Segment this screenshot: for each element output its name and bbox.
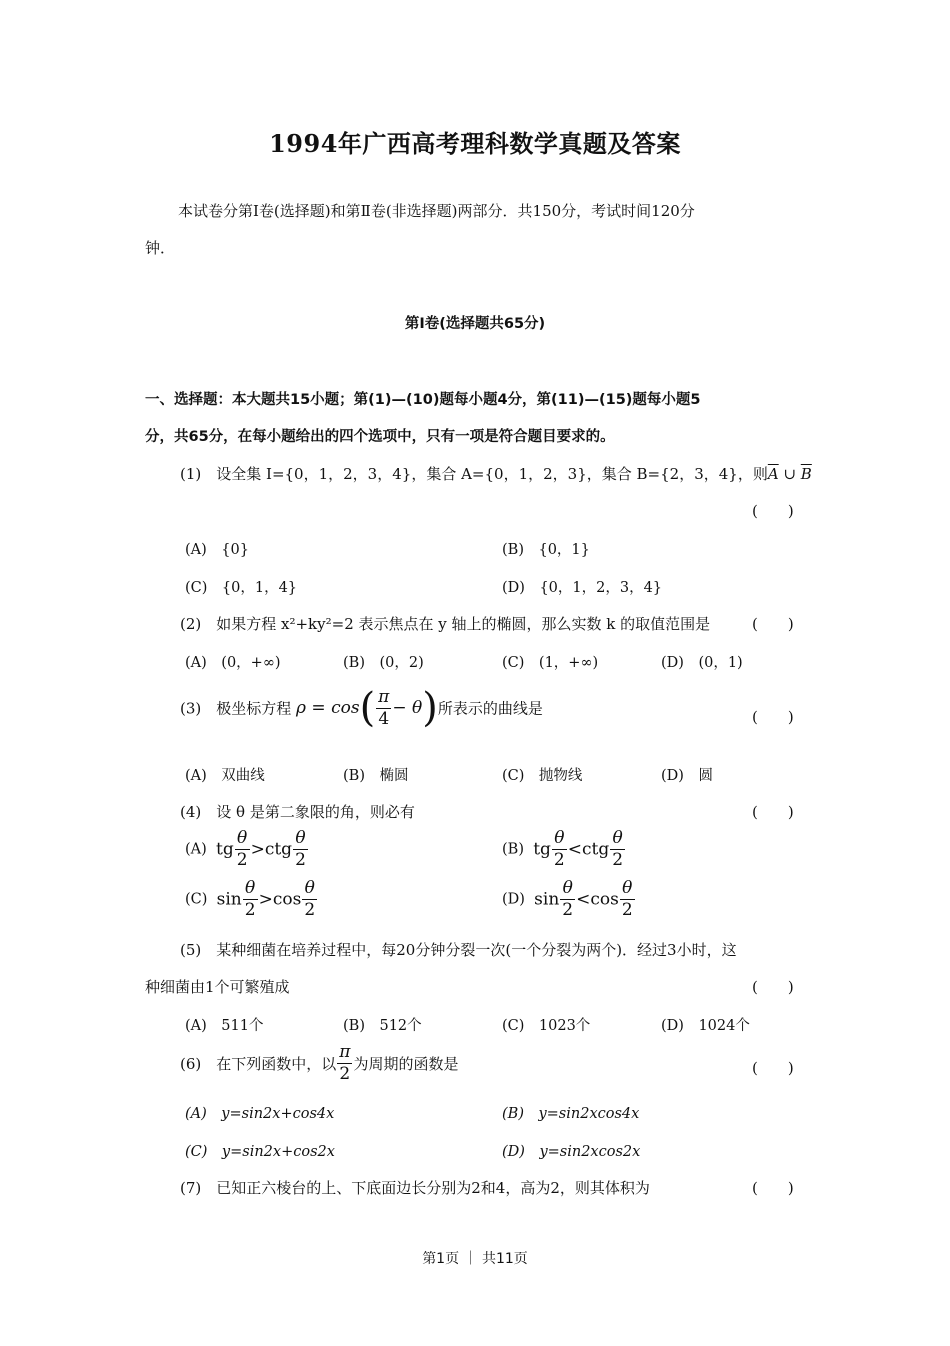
theta-numerator: θ [235, 830, 250, 850]
answer-paren-q7: ( ) [752, 1179, 794, 1197]
answer-paren-q3: ( ) [752, 708, 794, 726]
q3-option-a: (A) 双曲线 [185, 768, 265, 784]
question-5-stem-line1: (5) 某种细菌在培养过程中，每20分钟分裂一次(一个分裂为两个)．经过3小时，这 [180, 941, 737, 959]
theta-numerator: θ [293, 830, 308, 850]
section-title: 第Ⅰ卷(选择题共65分) [404, 316, 546, 332]
two-denominator: 2 [562, 900, 574, 920]
answer-paren-q5: ( ) [752, 978, 794, 996]
q6-option-a: (A) y=sin2x+cos4x [185, 1106, 335, 1122]
answer-paren-q2: ( ) [752, 615, 794, 633]
answer-paren-q4: ( ) [752, 803, 794, 821]
two-denominator: 2 [621, 900, 633, 920]
q4-d-frac1 [560, 880, 575, 919]
q4-option-d [502, 880, 636, 919]
q1-option-c: (C) {0，1，4} [185, 580, 298, 596]
q5-option-a: (A) 511个 [185, 1018, 264, 1034]
q6-tail: 为周期的函数是 [353, 1055, 459, 1073]
q4-c-label: (C) [185, 891, 208, 908]
q4-option-c [185, 880, 318, 919]
q4-option-a [185, 830, 309, 869]
theta-numerator: θ [610, 830, 625, 850]
two-denominator: 2 [244, 900, 256, 920]
q3-frac-denominator: 4 [378, 708, 390, 729]
q4-d-func2: cos [590, 889, 619, 910]
q2-option-b: (B) (0，2) [343, 655, 424, 671]
set-b-complement: $\overline{B}$ [800, 465, 812, 483]
q4-b-func1: tg [533, 839, 551, 860]
theta-numerator: θ [560, 880, 575, 900]
theta-numerator: θ [552, 830, 567, 850]
q1-option-a: (A) {0} [185, 542, 249, 558]
q4-b-func2: ctg [582, 839, 610, 860]
two-denominator: 2 [304, 900, 316, 920]
q4-b-label: (B) [502, 841, 524, 858]
q6-option-c: (C) y=sin2x+cos2x [185, 1144, 335, 1160]
q4-c-func1: sin [216, 889, 242, 910]
two-denominator: 2 [553, 850, 565, 870]
q3-option-c: (C) 抛物线 [502, 768, 583, 784]
q4-d-func1: sin [534, 889, 560, 910]
q6-option-b: (B) y=sin2xcos4x [502, 1106, 640, 1122]
q2-option-c: (C) (1，+∞) [502, 655, 599, 671]
q5-option-c: (C) 1023个 [502, 1018, 591, 1034]
q3-label: (3) 极坐标方程 [180, 699, 292, 718]
q4-a-op: > [250, 839, 265, 860]
q5-option-b: (B) 512个 [343, 1018, 422, 1034]
q4-c-frac2 [302, 880, 317, 919]
intro-text-line2: 钟． [145, 239, 176, 257]
q4-d-label: (D) [502, 891, 525, 908]
set-a-complement: $\overline{A}$ [767, 465, 779, 483]
q3-fraction [376, 686, 391, 729]
q1-option-d: (D) {0，1，2，3，4} [502, 580, 663, 596]
two-denominator: 2 [612, 850, 624, 870]
question-4-stem: (4) 设 θ 是第二象限的角，则必有 [180, 803, 415, 821]
q3-rho-cos: ρ = cos [296, 698, 360, 718]
part-heading-line1: 一、选择题：本大题共15小题；第(1)—(10)题每小题4分，第(11)—(15)题每小题5 [145, 392, 701, 408]
q4-c-op: > [258, 889, 273, 910]
q2-option-d: (D) (0，1) [661, 655, 743, 671]
two-denominator: 2 [236, 850, 248, 870]
q3-tail: 所表示的曲线是 [437, 699, 543, 718]
q3-option-b: (B) 椭圆 [343, 768, 409, 784]
answer-paren-q6: ( ) [752, 1059, 794, 1077]
q1-option-b: (B) {0，1} [502, 542, 590, 558]
question-3-stem [180, 685, 543, 731]
q4-d-frac2 [620, 880, 635, 919]
q4-c-frac1 [243, 880, 258, 919]
q4-a-func2: ctg [264, 839, 293, 860]
q3-option-d: (D) 圆 [661, 768, 713, 784]
q4-c-func2: cos [272, 889, 302, 910]
document-title: 1994年广西高考理科数学真题及答案 [269, 129, 681, 158]
q4-b-frac1 [552, 830, 567, 869]
question-7-stem: (7) 已知正六棱台的上、下底面边长分别为2和4，高为2，则其体积为 [180, 1179, 650, 1197]
q4-b-op: < [567, 839, 582, 860]
left-paren: ( [359, 685, 376, 731]
question-5-stem-line2: 种细菌由1个可繁殖成 [145, 978, 290, 996]
q4-option-b [502, 830, 626, 869]
q3-frac-numerator: π [378, 686, 390, 707]
q5-option-d: (D) 1024个 [661, 1018, 750, 1034]
q4-b-frac2 [610, 830, 625, 869]
question-6-stem [180, 1044, 458, 1083]
q6-frac-numerator: π [339, 1042, 351, 1062]
intro-text-line1: 本试卷分第Ⅰ卷(选择题)和第Ⅱ卷(非选择题)两部分．共150分，考试时间120分 [178, 202, 695, 220]
q4-a-frac2 [293, 830, 308, 869]
q4-a-frac1 [235, 830, 250, 869]
question-1-stem [180, 463, 812, 484]
q3-minus-theta: − θ [392, 698, 423, 718]
theta-numerator: θ [620, 880, 635, 900]
q4-d-op: < [576, 889, 591, 910]
part-heading-line2: 分，共65分，在每小题给出的四个选项中，只有一项是符合题目要求的。 [145, 429, 615, 445]
theta-numerator: θ [243, 880, 258, 900]
question-2-stem: (2) 如果方程 x²+ky²=2 表示焦点在 y 轴上的椭圆，那么实数 k 的取值范围是 [180, 615, 711, 633]
q6-option-d: (D) y=sin2xcos2x [502, 1144, 641, 1160]
union-symbol: ∪ [778, 465, 801, 483]
two-denominator: 2 [295, 850, 306, 870]
q6-frac-denominator: 2 [339, 1064, 351, 1084]
page-footer: 第1页 ｜ 共11页 [422, 1251, 528, 1267]
q2-option-a: (A) (0，+∞) [185, 655, 281, 671]
theta-numerator: θ [302, 880, 317, 900]
q6-fraction [337, 1044, 352, 1083]
q4-a-label: (A) [185, 841, 207, 858]
q6-label: (6) 在下列函数中，以 [180, 1055, 337, 1073]
q4-a-func1: tg [216, 839, 234, 860]
right-paren: ) [422, 685, 438, 731]
answer-paren-q1: ( ) [752, 502, 794, 520]
question-1-text: (1) 设全集 I={0，1，2，3，4}，集合 A={0，1，2，3}，集合 B={2，3，4}，则 [180, 465, 768, 483]
